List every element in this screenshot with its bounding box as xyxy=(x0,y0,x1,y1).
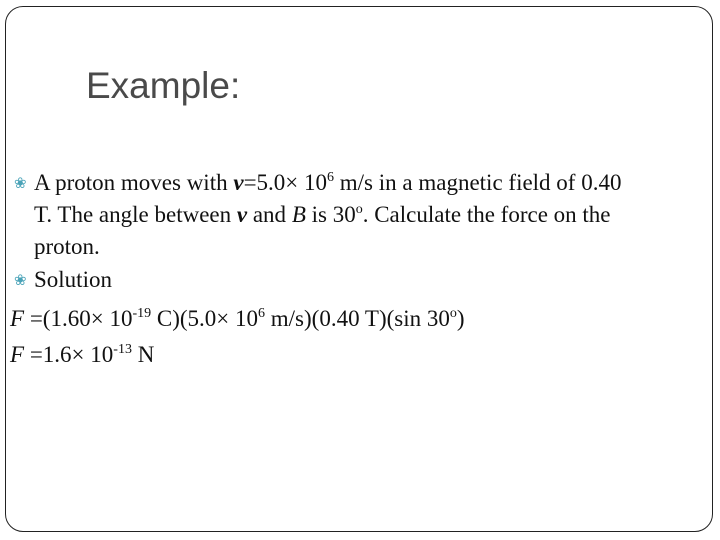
exponent: -13 xyxy=(113,342,132,357)
problem-text-1d: m/s in a magnetic field of 0.40 xyxy=(334,170,622,195)
eq2-text-c: N xyxy=(131,342,155,367)
times-sign: × xyxy=(90,306,104,331)
problem-text-1b: =5.0 xyxy=(243,170,286,195)
force-variable: F xyxy=(10,306,25,331)
solution-label: Solution xyxy=(34,267,112,292)
times-sign: × xyxy=(216,306,230,331)
eq1-text-a: =(1.60 xyxy=(24,306,91,331)
problem-text-3: proton. xyxy=(34,234,100,259)
problem-line-2 xyxy=(34,199,611,231)
velocity-variable: v xyxy=(233,170,244,195)
flower-bullet-icon: ❀ xyxy=(14,273,27,289)
velocity-variable: v xyxy=(236,202,248,227)
eq2-text-b: 10 xyxy=(84,342,114,367)
eq1-text-c: C)(5.0 xyxy=(151,306,217,331)
force-variable: F xyxy=(10,342,25,367)
slide-title: Example: xyxy=(86,65,241,106)
solution-line xyxy=(14,264,112,297)
problem-text-1a: A proton moves with xyxy=(34,170,234,195)
eq1-text-b: 10 xyxy=(103,306,133,331)
problem-line-1 xyxy=(14,167,621,200)
eq1-text-d: 10 xyxy=(229,306,259,331)
degree-sign: o xyxy=(449,306,457,321)
eq1-text-f: ) xyxy=(456,306,465,331)
exponent: 6 xyxy=(327,170,335,185)
slide-frame xyxy=(5,6,713,532)
problem-text-2b: and xyxy=(247,202,292,227)
exponent: -19 xyxy=(132,306,152,321)
problem-text-1c: 10 xyxy=(298,170,328,195)
eq1-text-e: m/s)(0.40 T)(sin 30 xyxy=(265,306,450,331)
field-variable: B xyxy=(291,202,306,227)
flower-bullet-icon: ❀ xyxy=(14,176,27,192)
problem-text-2d: . Calculate the force on the xyxy=(362,202,611,227)
times-sign: × xyxy=(285,170,299,195)
equation-2 xyxy=(10,339,154,371)
eq2-text-a: =1.6 xyxy=(24,342,72,367)
problem-text-2c: is 30 xyxy=(305,202,356,227)
times-sign: × xyxy=(71,342,85,367)
degree-sign: o xyxy=(355,202,363,217)
problem-line-3 xyxy=(34,231,100,263)
problem-text-2a: T. The angle between xyxy=(34,202,237,227)
equation-1 xyxy=(10,303,465,335)
exponent: 6 xyxy=(258,306,266,321)
